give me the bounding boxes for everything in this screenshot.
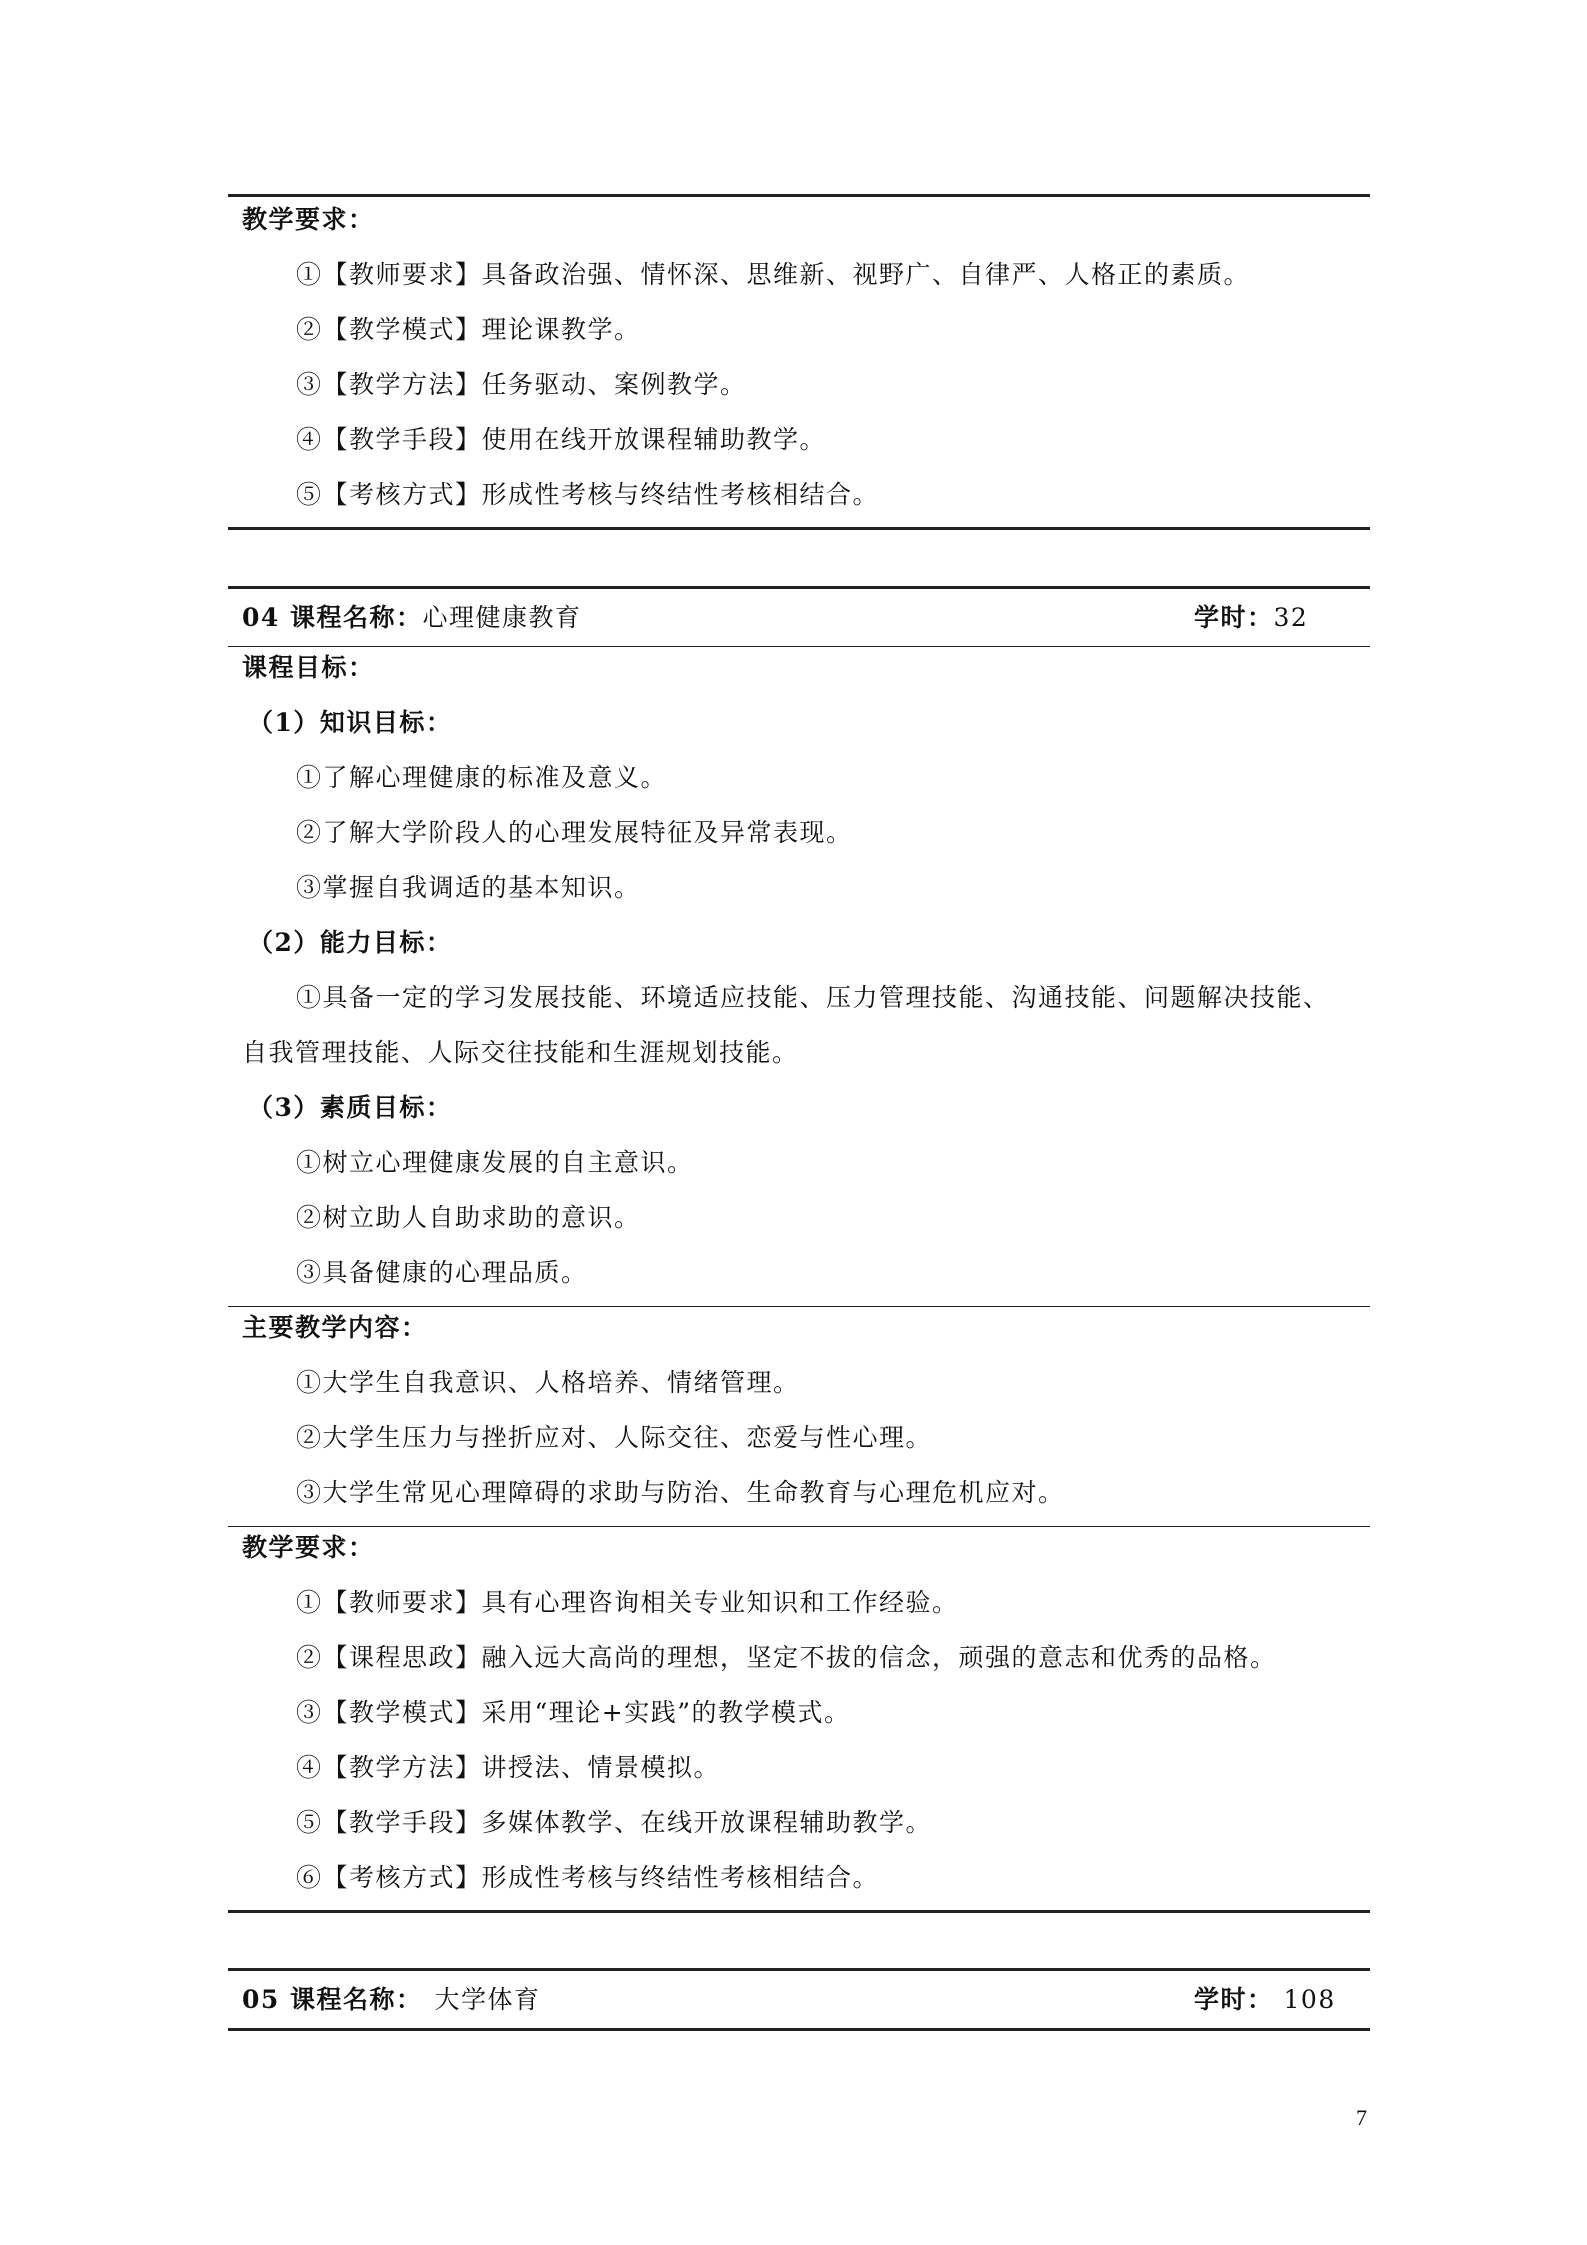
course-04-content-block — [228, 1300, 1370, 1520]
course-04-hours — [1194, 590, 1308, 646]
course-05-bottom-rule — [228, 2028, 1370, 2031]
requirement-item: ④【教学方法】讲授法、情景模拟。 — [296, 1753, 721, 1782]
course-04-label: 04 课程名称： — [242, 603, 423, 632]
course-04-label-wrap — [242, 590, 582, 646]
course-05-label-wrap — [242, 1972, 541, 2028]
course-05-hours-label: 学时： — [1194, 1985, 1274, 2014]
requirement-item: ②【教学模式】理论课教学。 — [296, 315, 641, 344]
requirement-item: ①【教师要求】具有心理咨询相关专业知识和工作经验。 — [296, 1588, 959, 1617]
requirement-item: ④【教学手段】使用在线开放课程辅助教学。 — [296, 425, 827, 454]
course-04-hours-value: 32 — [1273, 603, 1309, 632]
course-04-top-rule — [228, 586, 1370, 589]
content-item: ③大学生常见心理障碍的求助与防治、生命教育与心理危机应对。 — [296, 1478, 1065, 1507]
requirement-item: ⑤【考核方式】形成性考核与终结性考核相结合。 — [296, 480, 880, 509]
content-item: ②大学生压力与挫折应对、人际交往、恋爱与性心理。 — [296, 1423, 933, 1452]
requirement-item: ⑥【考核方式】形成性考核与终结性考核相结合。 — [296, 1863, 880, 1892]
requirement-item: ②【课程思政】融入远大高尚的理想，坚定不拔的信念，顽强的意志和优秀的品格。 — [296, 1643, 1277, 1672]
requirement-item: ⑤【教学手段】多媒体教学、在线开放课程辅助教学。 — [296, 1808, 933, 1837]
course-04-name: 心理健康教育 — [422, 603, 582, 632]
content-heading: 主要教学内容： — [242, 1313, 428, 1342]
course-05-title-row — [228, 1972, 1370, 2028]
requirements-block-prev — [228, 192, 1370, 522]
course-04-bottom-rule — [228, 1910, 1370, 1913]
course-05-top-rule — [228, 1968, 1370, 1971]
ability-item-line1: ①具备一定的学习发展技能、环境适应技能、压力管理技能、沟通技能、问题解决技能、 — [296, 983, 1330, 1012]
knowledge-heading: （1）知识目标： — [248, 708, 453, 737]
goals-heading: 课程目标： — [242, 653, 375, 682]
requirements-heading: 教学要求： — [242, 205, 375, 234]
knowledge-item: ②了解大学阶段人的心理发展特征及异常表现。 — [296, 818, 853, 847]
table-bottom-rule — [228, 527, 1370, 530]
content-item: ①大学生自我意识、人格培养、情绪管理。 — [296, 1368, 800, 1397]
requirements-heading: 教学要求： — [242, 1533, 375, 1562]
requirement-item: ③【教学模式】采用“理论+实践”的教学模式。 — [296, 1698, 851, 1727]
course-05-name: 大学体育 — [434, 1985, 541, 2014]
course-05-label: 05 课程名称： — [242, 1985, 423, 2014]
quality-item: ①树立心理健康发展的自主意识。 — [296, 1148, 694, 1177]
course-04-goals-block — [228, 640, 1370, 1300]
knowledge-item: ③掌握自我调适的基本知识。 — [296, 873, 641, 902]
quality-heading: （3）素质目标： — [248, 1093, 453, 1122]
quality-item: ③具备健康的心理品质。 — [296, 1258, 588, 1287]
page-number: 7 — [1356, 2105, 1367, 2130]
ability-item-line2: 自我管理技能、人际交往技能和生涯规划技能。 — [242, 1038, 799, 1067]
knowledge-item: ①了解心理健康的标准及意义。 — [296, 763, 668, 792]
course-04-hours-label: 学时： — [1194, 603, 1274, 632]
requirement-item: ③【教学方法】任务驱动、案例教学。 — [296, 370, 747, 399]
ability-heading: （2）能力目标： — [248, 928, 453, 957]
requirement-item: ①【教师要求】具备政治强、情怀深、思维新、视野广、自律严、人格正的素质。 — [296, 260, 1251, 289]
course-04-requirements-block — [228, 1520, 1370, 1905]
course-05-hours-value: 108 — [1283, 1985, 1336, 2014]
course-04-title-row — [228, 590, 1370, 646]
quality-item: ②树立助人自助求助的意识。 — [296, 1203, 641, 1232]
course-05-hours — [1194, 1972, 1336, 2028]
